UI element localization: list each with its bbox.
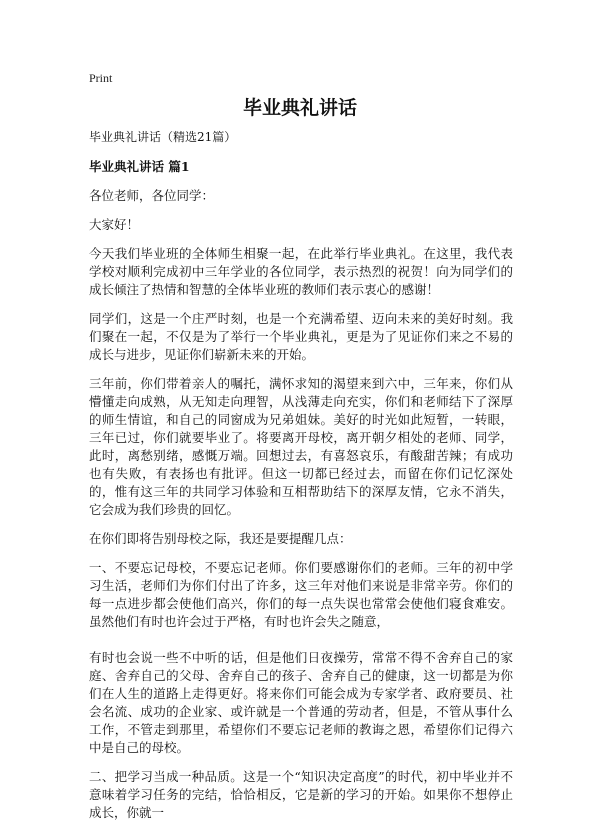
section-heading: 毕业典礼讲话 篇1 [89,159,190,174]
paragraph-congratulations: 今天我们毕业班的全体师生相聚一起，在此举行毕业典礼。在这里，我代表学校对顺利完成初中三年学业的各位同学，表示热烈的祝贺！向为同学们的成长倾注了热情和智慧的全体毕业班的教师们表示衷心的感谢！ [89,246,513,297]
paragraph-point-one: 一、不要忘记母校，不要忘记老师。你们要感谢你们的老师。三年的初中学习生活，老师们为你们付出了许多，这三年对他们来说是非常辛劳。你们的每一点进步都会使他们高兴，你们的每一点失误也常常会使他们寝食难安。虽然他们有时也许会过于严格，有时也许会失之随意， [89,560,513,629]
document-subtitle: 毕业典礼讲话（精选21篇） [89,130,237,144]
paragraph-salutation: 各位老师，各位同学： [89,188,215,203]
paragraph-reminders-intro: 在你们即将告别母校之际，我还是要提醒几点： [89,531,352,546]
paragraph-three-years: 三年前，你们带着亲人的嘱托，满怀求知的渴望来到六中，三年来，你们从懵懂走向成熟，从无知走向理智，从浅薄走向充实，你们和老师结下了深厚的师生情谊，和自己的同窗成为兄弟姐妹。美好的时光如此短暂，一转眼，三年已过，你们就要毕业了。将要离开母校，离开朝夕相处的老师、同学，此时，离愁别绪，感慨万端。回想过去，有喜怒哀乐，有酸甜苦辣；有成功也有失败，有表扬也有批评。但这一切都已经过去，而留在你们记忆深处的，惟有这三年的共同学习体验和互相帮助结下的深厚友情，它永不消失，它会成为我们珍贵的回忆。 [89,376,513,517]
paragraph-solemn-moment: 同学们，这是一个庄严时刻，也是一个充满希望、迈向未来的美好时刻。我们聚在一起，不仅是为了举行一个毕业典礼，更是为了见证你们来之不易的成长与进步，见证你们崭新未来的开始。 [89,311,513,362]
paragraph-point-two: 二、把学习当成一种品质。这是一个“知识决定高度”的时代，初中毕业并不意味着学习任务的完结，恰恰相反，它是新的学习的开始。如果你不想停止成长，你就一 [89,769,513,820]
print-label[interactable]: Print [89,71,113,85]
page-title: 毕业典礼讲话 [242,97,357,119]
paragraph-greeting: 大家好！ [89,217,140,232]
document-body [89,128,513,833]
paragraph-point-one-continued: 有时也会说一些不中听的话，但是他们日夜操劳，常常不得不舍弃自己的家庭、舍弃自己的父母、舍弃自己的孩子、舍弃自己的健康，这一切都是为你们在人生的道路上走得更好。将来你们可能会成为专家学者、政府要员、社会名流、成功的企业家、或许就是一个普通的劳动者，但是，不管从事什么工作，不管走到那里，希望你们不要忘记老师的教诲之恩，希望你们记得六中是自己的母校。 [89,650,513,755]
